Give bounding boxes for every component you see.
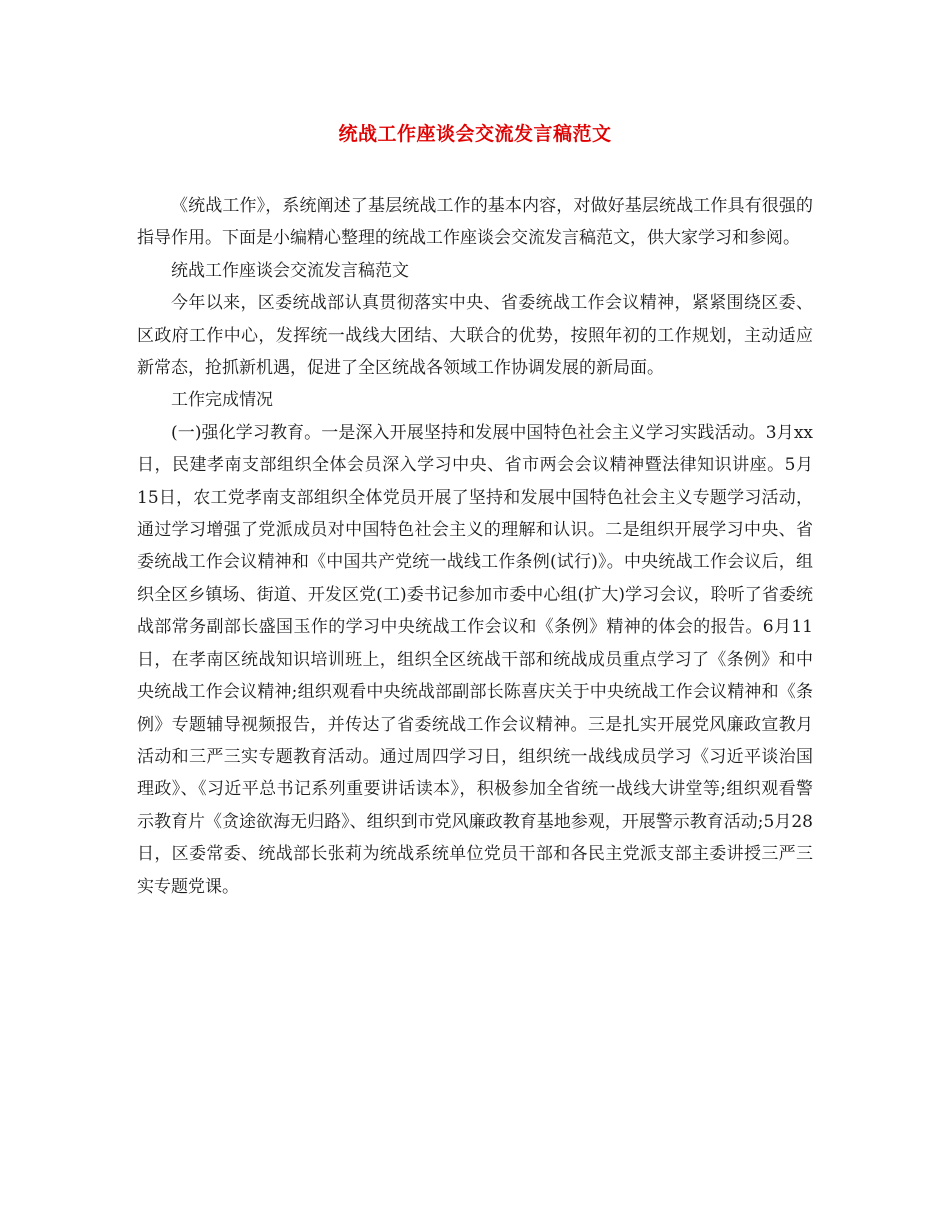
- intro-paragraph: 《统战工作》，系统阐述了基层统战工作的基本内容，对做好基层统战工作具有很强的指导作用。下面是小编精心整理的统战工作座谈会交流发言稿范文，供大家学习和参阅。: [137, 196, 813, 249]
- document-body: [137, 190, 813, 903]
- work-summary-heading: 工作完成情况: [171, 390, 273, 411]
- document-title: 统战工作座谈会交流发言稿范文: [338, 123, 612, 145]
- section-heading: 统战工作座谈会交流发言稿范文: [171, 260, 409, 281]
- study-education-paragraph: (一)强化学习教育。一是深入开展坚持和发展中国特色社会主义学习实践活动。3月xx日，民建孝南支部组织全体会员深入学习中央、省市两会会议精神暨法律知识讲座。5月15日，农工党孝南支部组织全体党员开展了坚持和发展中国特色社会主义专题学习活动，通过学习增强了党派成员对中国特色社会主义的理解和认识。二是组织开展学习中央、省委统战工作会议精神和《中国共产党统一战线工作条例(试行)》。中央统战工作会议后，组织全区乡镇场、街道、开发区党(工)委书记参加市委中心组(扩大)学习会议，聆听了省委统战部常务副部长盛国玉作的学习中央统战工作会议和《条例》精神的体会的报告。6月11日，在孝南区统战知识培训班上，组织全区统战干部和统战成员重点学习了《条例》和中央统战工作会议精神;组织观看中央统战部副部长陈喜庆关于中央统战工作会议精神和《条例》专题辅导视频报告，并传达了省委统战工作会议精神。三是扎实开展党风廉政宣教月活动和三严三实专题教育活动。通过周四学习日，组织统一战线成员学习《习近平谈治国理政》、《习近平总书记系列重要讲话读本》，积极参加全省统一战线大讲堂等;组织观看警示教育片《贪途欲海无归路》、组织到市党风廉政教育基地参观，开展警示教育活动;5月28日，区委常委、统战部长张莉为统战系统单位党员干部和各民主党派支部主委讲授三严三实专题党课。: [137, 422, 813, 897]
- overview-paragraph: 今年以来，区委统战部认真贯彻落实中央、省委统战工作会议精神，紧紧围绕区委、区政府工作中心，发挥统一战线大团结、大联合的优势，按照年初的工作规划，主动适应新常态，抢抓新机遇，促进了全区统战各领域工作协调发展的新局面。: [137, 293, 813, 379]
